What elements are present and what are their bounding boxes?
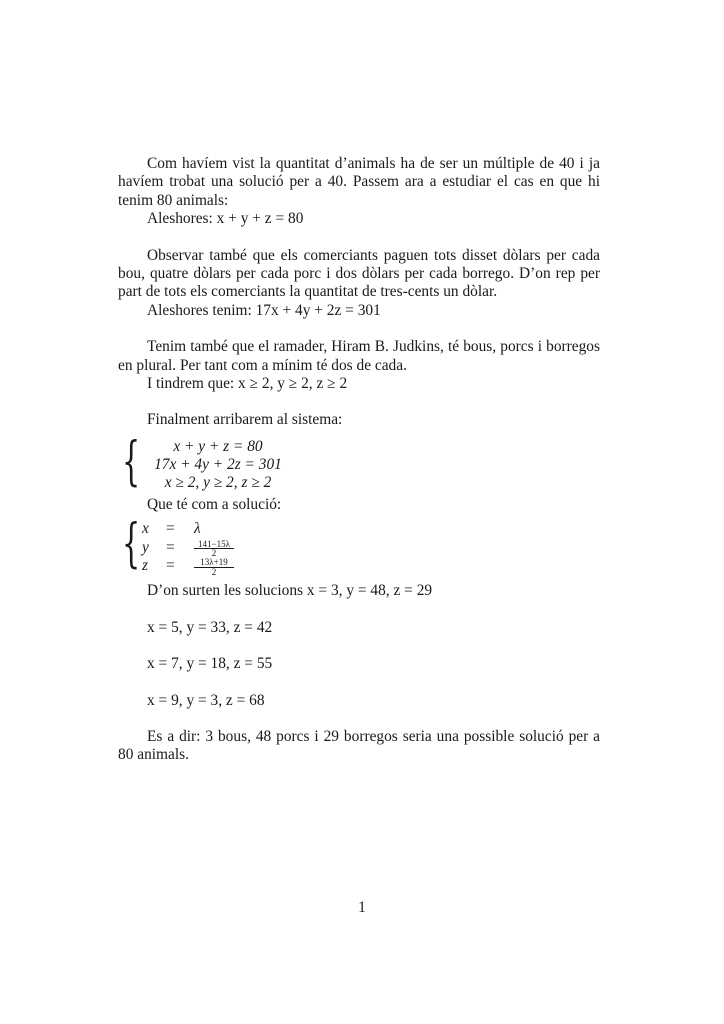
equals-sign: = [166,538,175,556]
system-equation-3: x ≥ 2, y ≥ 2, z ≥ 2 [164,474,272,492]
fraction-z [194,558,234,576]
system-equation-1: x + y + z = 80 [173,437,263,455]
equation-total-animals: Aleshores: x + y + z = 80 [147,210,304,228]
left-brace: { [122,431,141,492]
fraction-y [194,540,234,558]
system-equation-2: 17x + 4y + 2z = 301 [154,456,282,474]
equals-sign: = [166,520,175,538]
solution-system [122,514,600,580]
paragraph-intro: Com havíem vist la quantitat d’animals ha de ser un múltiple de 40 i ja havíem trobat una solució per a 40. Passem ara a estudiar el cas en que hi tenim 80 animals: [118,155,600,209]
inequalities: I tindrem que: x ≥ 2, y ≥ 2, z ≥ 2 [147,375,348,393]
solution-2: x = 5, y = 33, z = 42 [147,618,273,636]
paragraph-plural: Tenim també que el ramader, Hiram B. Judkins, té bous, porcs i borregos en plural. Per tant com a mínim té dos de cada. [118,338,600,374]
left-brace: { [122,514,141,575]
body-text [118,155,600,765]
rhs-lambda: λ [194,520,201,538]
paragraph-solutions: D’on surten les solucions x = 3, y = 48, z = 29 [147,582,433,600]
paragraph-system-intro: Finalment arribarem al sistema: [147,411,343,429]
var-x: x [142,520,149,538]
paragraph-conclusion: Es a dir: 3 bous, 48 porcs i 29 borregos seria una possible solució per a 80 animals. [118,727,600,764]
equation-system [122,431,600,494]
fraction-numerator: 141−15λ [194,540,234,550]
fraction-denominator: 2 [211,548,217,559]
page-number: 1 [358,899,366,916]
paragraph-prices: Observar també que els comerciants paguen tots disset dòlars per cada bou, quatre dòlars per cada porc i dos dòlars per cada borrego. D’on rep per part de tots els comerciants la quantitat de tres-cents un dòlar. [118,246,600,301]
equation-total-dollars: Aleshores tenim: 17x + 4y + 2z = 301 [147,301,381,319]
paragraph-solution-intro: Que té com a solució: [147,495,282,513]
solution-3: x = 7, y = 18, z = 55 [147,655,273,673]
fraction-numerator: 13λ+19 [194,558,234,568]
var-z: z [142,557,148,575]
solution-4: x = 9, y = 3, z = 68 [147,691,265,709]
equals-sign: = [166,557,175,575]
fraction-denominator: 2 [211,566,217,577]
var-y: y [142,538,149,556]
